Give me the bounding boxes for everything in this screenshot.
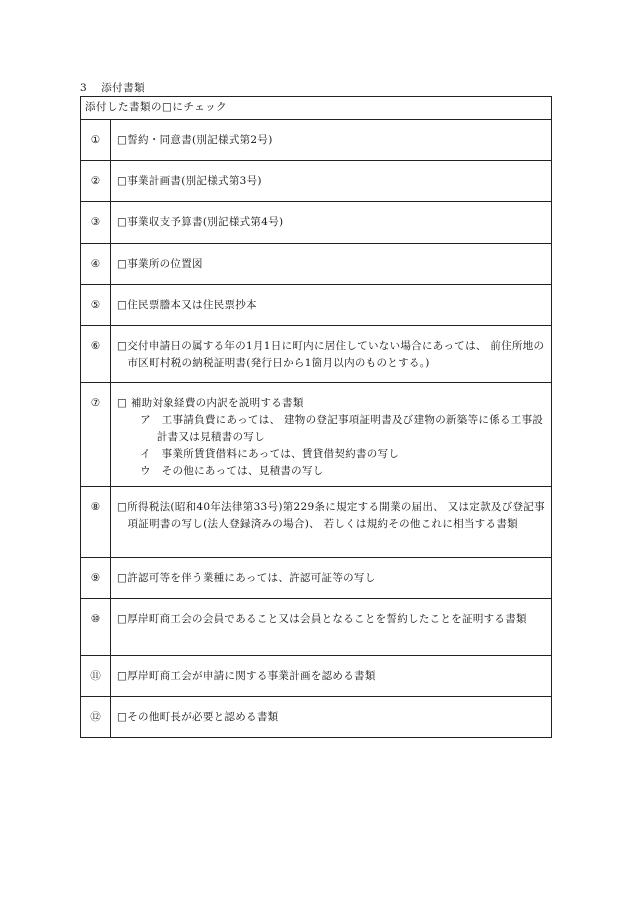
row-number: ⑦ [81,383,111,487]
row-number: ① [81,120,111,161]
table-row [81,599,552,656]
row-content[interactable] [111,120,552,161]
row-content[interactable] [111,656,552,697]
section-number: 3 [80,82,88,94]
row-content[interactable] [111,326,552,383]
row-content[interactable] [111,599,552,656]
row-number: ⑤ [81,285,111,326]
attachments-table [80,96,552,738]
row-content[interactable] [111,202,552,244]
row-number: ⑪ [81,656,111,697]
item-text: □厚岸町商工会の会員であること又は会員となることを誓約したことを証明する書類 [117,613,527,625]
row-number: ⑧ [81,487,111,558]
row-number: ② [81,161,111,202]
item-text: □所得税法(昭和40年法律第33号)第229条に規定する開業の届出、 又は定款及び登記事項証明書の写し(法人登録済みの場合)、 若しくは規約その他これに相当する書類 [117,501,545,530]
item-text: □住民票謄本又は住民票抄本 [117,299,257,311]
sub-item: ウ その他にあっては、見積書の写し [140,465,324,477]
table-row [81,697,552,738]
table-row [81,161,552,202]
sub-item: ア 工事請負費にあっては、 建物の登記事項証明書及び建物の新築等に係る工事設計書又は見積書の写し [140,414,544,443]
table-row [81,383,552,487]
table-row [81,244,552,285]
section-heading [80,80,145,95]
item-text: □誓約・同意書(別記様式第2号) [117,134,273,146]
row-content[interactable] [111,244,552,285]
table-header-row [81,97,552,120]
item-text: □許認可等を伴う業種にあっては、許認可証等の写し [117,572,376,584]
table-row [81,120,552,161]
table-row [81,487,552,558]
table-row [81,656,552,697]
row-content[interactable] [111,558,552,599]
item-text: □交付申請日の属する年の1月1日に町内に居住していない場合にあっては、 前住所地の市区町村税の納税証明書(発行日から1箇月以内のものとする。) [117,340,545,369]
table-header: 添付した書類の□にチェック [81,97,552,120]
table-row [81,326,552,383]
item-text: □その他町長が必要と認める書類 [117,711,279,723]
item-text: □事業収支予算書(別記様式第4号) [117,216,284,228]
row-content[interactable] [111,383,552,487]
row-number: ④ [81,244,111,285]
row-number: ③ [81,202,111,244]
item-text: □事業所の位置図 [117,258,203,270]
row-number: ⑫ [81,697,111,738]
item-text: □ 補助対象経費の内訳を説明する書類 [117,397,304,409]
row-number: ⑩ [81,599,111,656]
table-row [81,285,552,326]
row-content[interactable] [111,285,552,326]
section-title: 添付書類 [101,82,146,94]
table-row [81,202,552,244]
table-row [81,558,552,599]
sub-item-list [117,412,545,480]
row-content[interactable] [111,697,552,738]
item-text: □厚岸町商工会が申請に関する事業計画を認める書類 [117,670,376,682]
row-content[interactable] [111,161,552,202]
item-text: □事業計画書(別記様式第3号) [117,175,262,187]
row-content[interactable] [111,487,552,558]
sub-item: イ 事業所賃貸借料にあっては、賃貸借契約書の写し [140,448,400,460]
row-number: ⑥ [81,326,111,383]
row-number: ⑨ [81,558,111,599]
